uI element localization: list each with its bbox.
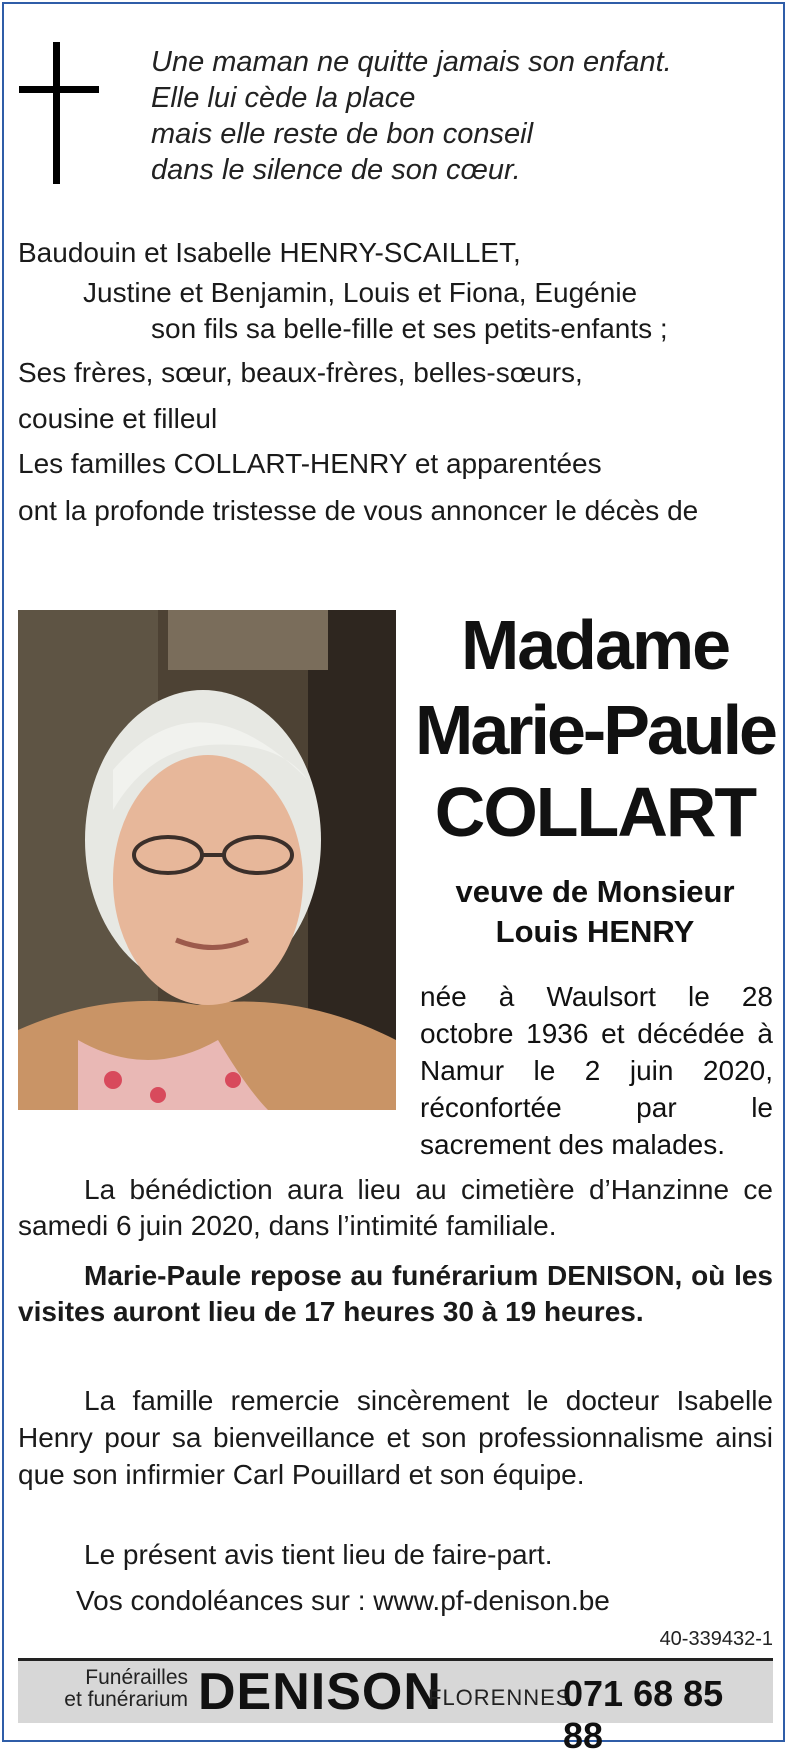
poem-line: Une maman ne quitte jamais son enfant. [151,46,672,78]
banner-subtitle [58,1667,188,1711]
notice-text: Le présent avis tient lieu de faire-part. [84,1539,553,1570]
poem-line: dans le silence de son cœur. [151,154,521,186]
poem-line: mais elle reste de bon conseil [151,118,534,150]
deceased-first-name: Marie-Paule [415,691,775,769]
family-line: Justine et Benjamin, Louis et Fiona, Eugénie [83,277,638,308]
poem-line: Elle lui cède la place [151,82,416,114]
ceremony-text: La bénédiction aura lieu au cimetière d’Hanzinne ce samedi 6 juin 2020, dans l’intimité familiale. [18,1174,773,1241]
family-line: Les familles COLLART-HENRY et apparentées [18,448,602,479]
funeral-home-banner [18,1658,773,1756]
brand-name: DENISON [198,1663,442,1721]
reference-number: 40-339432-1 [659,1628,773,1650]
family-line: Ses frères, sœur, beaux-frères, belles-sœurs, [18,357,583,388]
portrait-photo [18,610,396,1110]
visits-text: Marie-Paule repose au funérarium DENISON, où les visites auront lieu de 17 heures 30 à 19 heures. [18,1260,773,1327]
thanks-text: La famille remercie sincèrement le docteur Isabelle Henry pour sa bienveillance et son professionnalisme ainsi que son infirmier Carl Pouillard et son équipe. [18,1385,773,1490]
family-line: Baudouin et Isabelle HENRY-SCAILLET, [18,237,521,268]
birth-death-text: née à Waulsort le 28 octobre 1936 et décédée à Namur le 2 juin 2020, réconfortée par le sacrement des malades. [420,981,773,1160]
banner-line: Funérailles [85,1666,188,1689]
announcement-line: ont la profonde tristesse de vous annoncer le décès de [18,495,699,526]
family-line: son fils sa belle-fille et ses petits-enfants ; [151,313,668,344]
city-name: FLORENNES [428,1685,572,1710]
poem [151,44,771,188]
deceased-last-name: COLLART [434,773,756,851]
family-line: cousine et filleul [18,403,218,434]
widow-line: Louis HENRY [495,914,695,949]
phone-number: 071 68 85 88 [563,1673,724,1756]
condolences-text: Vos condoléances sur : www.pf-denison.be [76,1585,610,1616]
widow-line: veuve de Monsieur [455,874,735,909]
deceased-title: Madame [460,606,730,684]
banner-line: et funérarium [64,1688,188,1711]
